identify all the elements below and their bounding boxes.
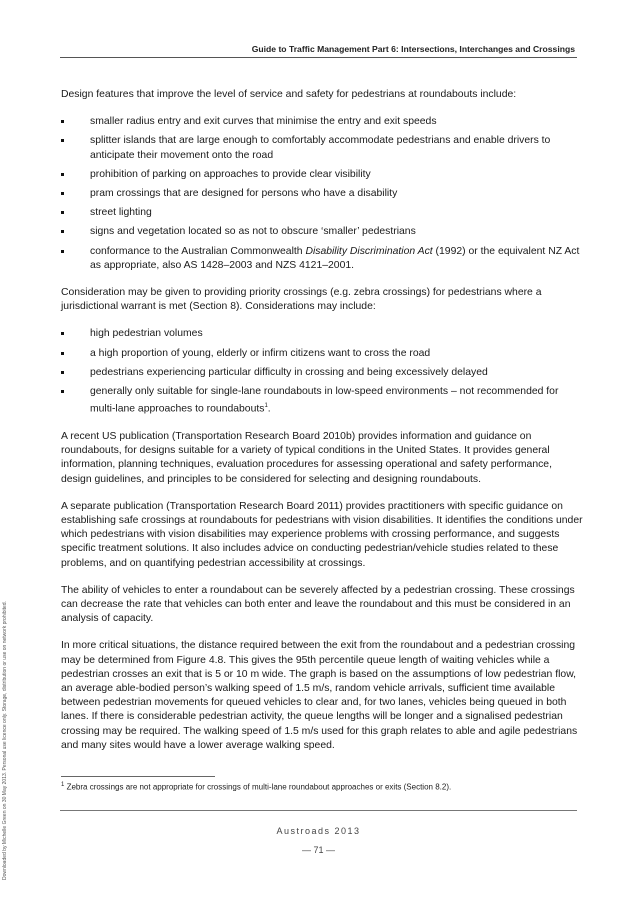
bullet-icon [61,192,64,195]
list-item: a high proportion of young, elderly or infirm citizens want to cross the road [61,347,583,361]
separate-publication-paragraph: A separate publication (Transportation Research Board 2011) provides practitioners with specific guidance on establishing safe crossings at roundabouts for pedestrians with vision disabilities. It identifies the conditions under which pedestrians with vision disabilities may experience problems with crossing performance, and suggests specific treatment solutions. It also includes advice on conducting pedestrian/vehicle studies related to these problems, and on quantifying pedestrian accessibility at crossings. [61,500,583,569]
act-title: Disability Discrimination Act [305,245,433,257]
list-item: smaller radius entry and exit curves that minimise the entry and exit speeds [61,115,583,129]
bullet-icon [61,390,64,393]
list-item: splitter islands that are large enough to comfortably accommodate pedestrians and enable drivers to anticipate their movement onto the road [61,134,583,162]
list-item: prohibition of parking on approaches to provide clear visibility [61,168,583,182]
footnote-divider [61,776,215,777]
download-watermark: Downloaded by Michelle Green on 30 May 2013. Personal use licence only. Storage, distribution or use on network prohibited. [2,601,8,880]
list-item: signs and vegetation located so as not to obscure ‘smaller’ pedestrians [61,225,583,239]
bullet-icon [61,120,64,123]
main-content [61,88,583,766]
footer-divider [60,810,577,811]
considerations-intro: Consideration may be given to providing priority crossings (e.g. zebra crossings) for pedestrians where a jurisdictional warrant is met (Section 8). Considerations may include: [61,287,542,313]
list-item: high pedestrian volumes [61,327,583,341]
footnote-number: 1 [61,782,65,788]
list-item: generally only suitable for single-lane roundabouts in low-speed environments – not recommended for multi-lane approaches to roundabouts$^1$. [61,385,583,417]
us-publication-paragraph: A recent US publication (Transportation Research Board 2010b) provides information and guidance on roundabouts, for designs suitable for a variety of typical conditions in the United States. It provides general information, planning techniques, evaluation procedures for assessing operational and safety performance, design guidelines, and principles to be considered for selecting and designing roundabouts. [61,430,552,485]
footnote-text: Zebra crossings are not appropriate for crossings of multi-lane roundabout approaches or exits (Section 8.2). [64,782,452,792]
capacity-paragraph: The ability of vehicles to enter a roundabout can be severely affected by a pedestrian crossing. These crossings can decrease the rate that vehicles can both enter and leave the roundabout and this must be considered in an analysis of capacity. [61,584,575,625]
running-header: Guide to Traffic Management Part 6: Intersections, Interchanges and Crossings [251,44,575,54]
footer-publisher: Austroads 2013 [276,826,361,836]
list-item: street lighting [61,206,583,220]
intro-paragraph: Design features that improve the level of service and safety for pedestrians at roundabouts include: [61,89,517,100]
design-features-list [61,115,583,273]
footnote-ref[interactable]: 1 [264,403,268,410]
critical-situations-paragraph: In more critical situations, the distance required between the exit from the roundabout and a pedestrian crossing may be determined from Figure 4.8. This gives the 95th percentile queue length of waiting vehicles while a pedestrian crosses an exit that is 5 or 10 m wide. The graph is based on the assumptions of low pedestrian flow, an average able-bodied person’s walking speed of 1.5 m/s, random vehicle arrivals, sufficient time available between pedestrian movements for queued vehicles to clear and, for two lanes, vehicles being queued in both lanes. If there is considerable pedestrian activity, the queue lengths will be longer and a signalised pedestrian crossing may be required. The walking speed of 1.5 m/s used for this graph relates to able and agile pedestrians and many sites would have a lower average walking speed. [61,640,578,751]
bullet-icon [61,371,64,374]
list-item: conformance to the Australian Commonwealth Disability Discrimination Act (1992) or the equivalent NZ Act as appropriate, also AS 1428–2003 and NZS 4121–2001. [61,245,583,273]
footnote [61,782,451,792]
header-divider [60,57,577,58]
bullet-icon [61,230,64,233]
bullet-icon [61,139,64,142]
list-item: pram crossings that are designed for persons who have a disability [61,187,583,201]
bullet-icon [61,332,64,335]
list-item: pedestrians experiencing particular difficulty in crossing and being excessively delayed [61,366,583,380]
bullet-icon [61,352,64,355]
page-number: — 71 — [301,845,335,855]
bullet-icon [61,250,64,253]
bullet-icon [61,173,64,176]
considerations-list [61,327,583,416]
bullet-icon [61,211,64,214]
